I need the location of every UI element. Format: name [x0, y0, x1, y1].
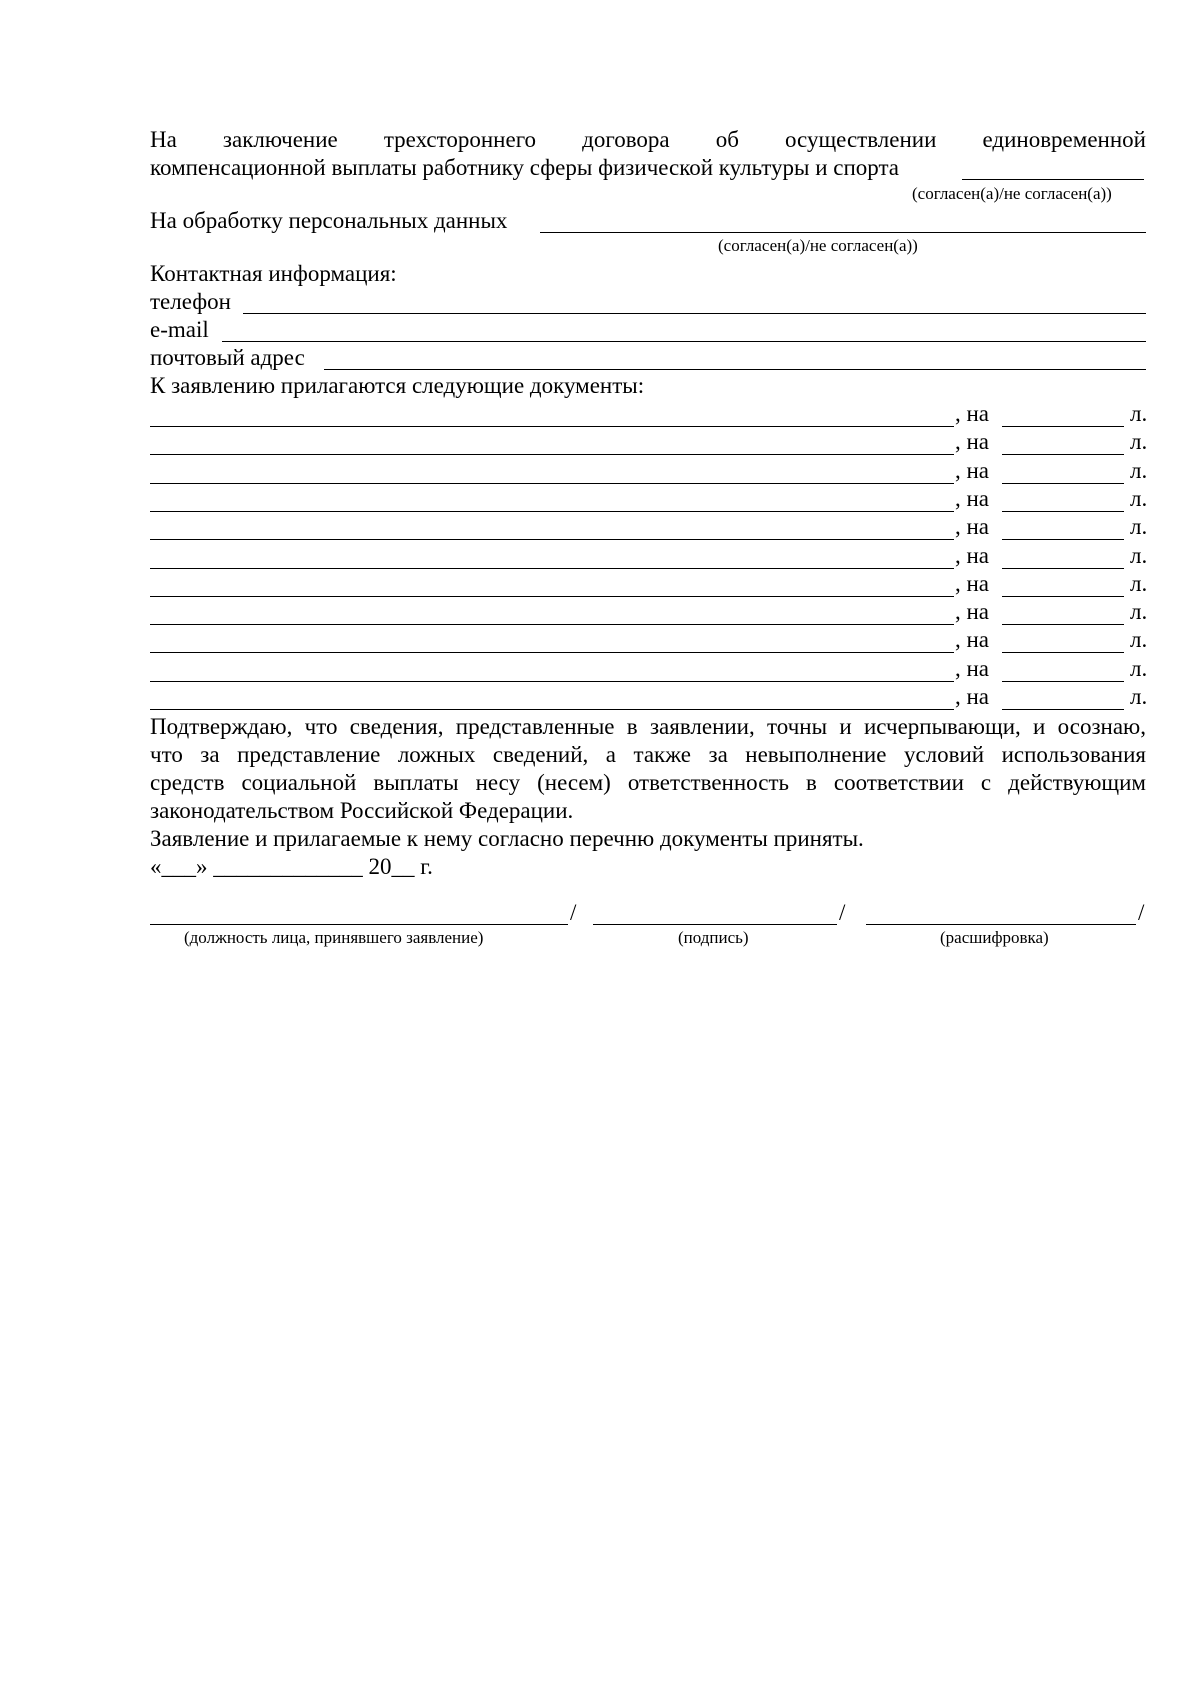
document-sheets-label: л. — [1130, 570, 1148, 596]
word: На — [150, 127, 177, 152]
email-field[interactable] — [222, 341, 1146, 342]
document-name-field[interactable] — [150, 596, 954, 597]
document-row — [150, 513, 1146, 541]
consent-contract-hint: (согласен(а)/не согласен(а)) — [912, 184, 1112, 203]
document-name-field[interactable] — [150, 454, 954, 455]
document-sheets-field[interactable] — [1002, 426, 1124, 427]
document-na-label: , на — [955, 485, 990, 511]
document-row — [150, 428, 1146, 456]
document-row — [150, 598, 1146, 626]
document-sheets-field[interactable] — [1002, 596, 1124, 597]
document-sheets-field[interactable] — [1002, 709, 1124, 710]
slash: / — [570, 900, 577, 925]
document-sheets-field[interactable] — [1002, 652, 1124, 653]
document-sheets-field[interactable] — [1002, 624, 1124, 625]
document-na-label: , на — [955, 514, 990, 540]
document-name-field[interactable] — [150, 652, 954, 653]
document-sheets-label: л. — [1130, 542, 1148, 568]
document-row — [150, 655, 1146, 683]
address-label: почтовый адрес — [150, 345, 305, 370]
word: трехстороннего — [383, 127, 537, 152]
confirmation-line: средств социальной выплаты несу (несем) ответственность в соответствии с действующим — [150, 770, 1146, 795]
acceptance-date[interactable]: «___» _____________ 20__ г. — [150, 854, 433, 879]
consent-personal-field[interactable] — [540, 232, 1146, 233]
contacts-heading: Контактная информация: — [150, 261, 397, 286]
document-name-field[interactable] — [150, 426, 954, 427]
document-name-field[interactable] — [150, 709, 954, 710]
acceptance-text: Заявление и прилагаемые к нему согласно перечню документы приняты. — [150, 826, 864, 851]
decoding-caption: (расшифровка) — [940, 928, 1049, 947]
consent-contract-line1 — [150, 126, 1146, 154]
confirmation-line: Подтверждаю, что сведения, представленные в заявлении, точны и исчерпывающи, и осознаю, — [150, 714, 1146, 739]
document-name-field[interactable] — [150, 483, 954, 484]
document-na-label: , на — [955, 684, 990, 709]
slash: / — [1138, 900, 1145, 925]
position-field[interactable] — [150, 924, 568, 925]
confirmation-line: законодательством Российской Федерации. — [150, 798, 574, 823]
document-sheets-label: л. — [1130, 429, 1148, 455]
address-field[interactable] — [324, 369, 1146, 370]
document-sheets-label: л. — [1130, 457, 1148, 483]
document-sheets-field[interactable] — [1002, 568, 1124, 569]
phone-label: телефон — [150, 289, 231, 314]
document-sheets-field[interactable] — [1002, 483, 1124, 484]
phone-field[interactable] — [243, 313, 1146, 314]
document-na-label: , на — [955, 627, 990, 653]
document-na-label: , на — [955, 655, 990, 681]
slash: / — [839, 900, 846, 925]
document-sheets-label: л. — [1130, 401, 1148, 426]
document-row — [150, 542, 1146, 570]
word: заключение — [222, 127, 338, 152]
documents-heading: К заявлению прилагаются следующие документы: — [150, 373, 645, 398]
document-sheets-label: л. — [1130, 684, 1148, 709]
decoding-field[interactable] — [866, 924, 1136, 925]
word: договора — [582, 127, 670, 152]
document-na-label: , на — [955, 429, 990, 455]
position-caption: (должность лица, принявшего заявление) — [184, 928, 484, 947]
document-name-field[interactable] — [150, 624, 954, 625]
document-row — [150, 457, 1146, 485]
document-na-label: , на — [955, 401, 990, 426]
word: осуществлении — [784, 127, 937, 152]
document-row — [150, 626, 1146, 654]
document-sheets-label: л. — [1130, 627, 1148, 653]
document-row — [150, 570, 1146, 598]
document-na-label: , на — [955, 570, 990, 596]
document-name-field[interactable] — [150, 568, 954, 569]
signature-caption: (подпись) — [678, 928, 749, 947]
signature-field[interactable] — [593, 924, 837, 925]
document-name-field[interactable] — [150, 511, 954, 512]
consent-personal-hint: (согласен(а)/не согласен(а)) — [718, 236, 918, 255]
document-sheets-label: л. — [1130, 655, 1148, 681]
document-na-label: , на — [955, 599, 990, 625]
document-row — [150, 400, 1146, 428]
word: об — [715, 127, 739, 152]
document-sheets-label: л. — [1130, 485, 1148, 511]
document-na-label: , на — [955, 457, 990, 483]
document-sheets-field[interactable] — [1002, 454, 1124, 455]
confirmation-line: что за представление ложных сведений, а также за невыполнение условий использования — [150, 742, 1146, 767]
document-sheets-label: л. — [1130, 599, 1148, 625]
document-row — [150, 683, 1146, 711]
email-label: e-mail — [150, 317, 209, 342]
document-sheets-field[interactable] — [1002, 539, 1124, 540]
document-name-field[interactable] — [150, 681, 954, 682]
consent-personal-label: На обработку персональных данных — [150, 208, 508, 233]
consent-contract-field[interactable] — [962, 179, 1144, 180]
document-na-label: , на — [955, 542, 990, 568]
document-sheets-label: л. — [1130, 514, 1148, 540]
document-row — [150, 485, 1146, 513]
consent-contract-line2: компенсационной выплаты работнику сферы физической культуры и спорта — [150, 155, 900, 180]
document-sheets-field[interactable] — [1002, 511, 1124, 512]
document-sheets-field[interactable] — [1002, 681, 1124, 682]
word: единовременной — [982, 127, 1146, 152]
document-name-field[interactable] — [150, 539, 954, 540]
